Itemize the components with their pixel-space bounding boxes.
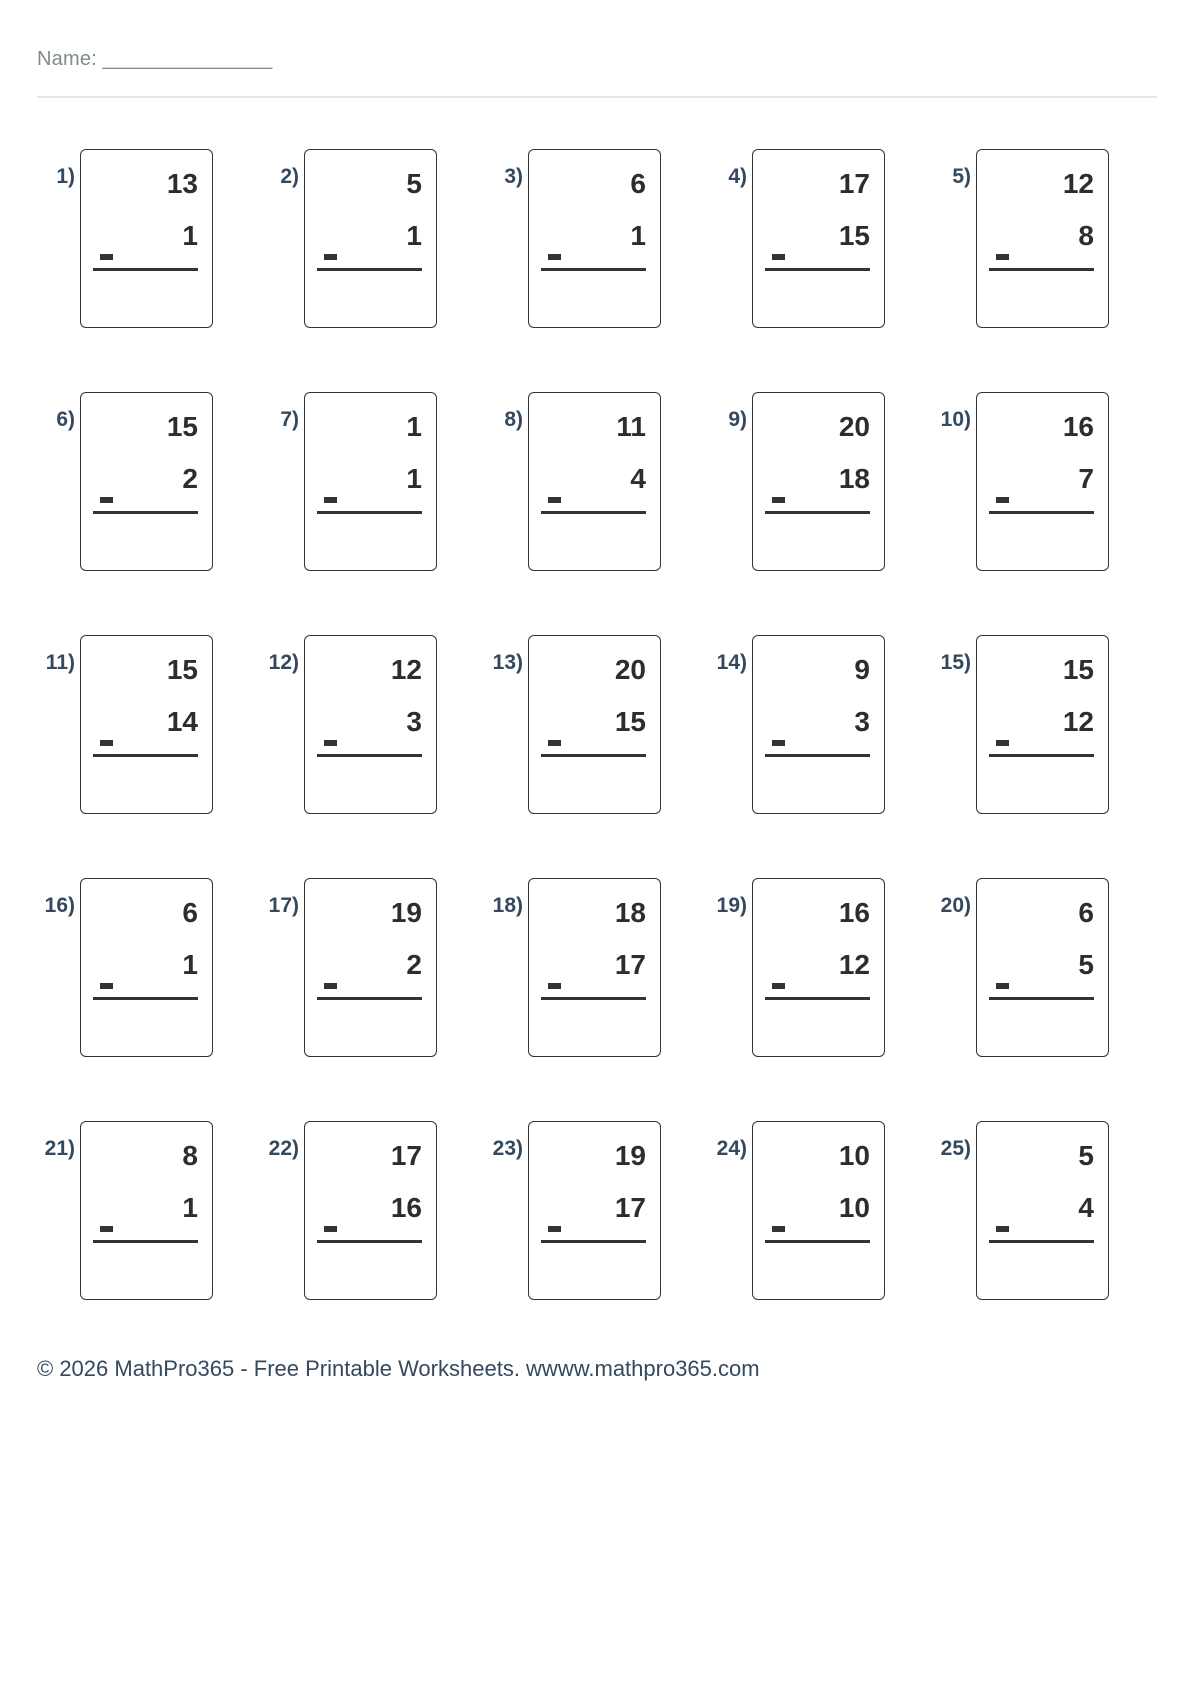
minuend: 16 [1062,411,1094,442]
problem-item [933,878,1157,1059]
answer-line [541,1240,646,1243]
problem-item [37,635,261,816]
minuend: 15 [166,411,198,442]
subtrahend: 15 [614,706,646,737]
minus-sign-icon [324,740,337,746]
subtrahend: 12 [838,949,870,980]
worksheet-header [37,48,1157,98]
answer-line [317,268,422,271]
problem-number: 8) [504,408,523,431]
answer-line [93,997,198,1000]
problem-number: 11) [45,651,75,674]
answer-line [317,754,422,757]
minus-sign-icon [100,983,113,989]
problem-number: 5) [952,165,971,188]
answer-box[interactable] [80,878,213,1057]
subtrahend: 1 [182,949,198,980]
subtrahend: 2 [182,463,198,494]
answer-box[interactable] [976,149,1109,328]
minus-sign-icon [772,1226,785,1232]
problem-item [261,878,485,1059]
minuend: 5 [406,168,422,199]
problem-number: 23) [492,1137,523,1160]
problem-item [933,1121,1157,1302]
minus-sign-icon [100,740,113,746]
answer-line [765,754,870,757]
problem-item [37,149,261,330]
subtrahend: 2 [406,949,422,980]
subtrahend: 12 [1062,706,1094,737]
problem-item [709,149,933,330]
subtrahend: 4 [1078,1192,1094,1223]
problem-number: 19) [716,894,747,917]
answer-line [93,754,198,757]
minus-sign-icon [996,983,1009,989]
problem-item [485,635,709,816]
subtrahend: 3 [406,706,422,737]
problem-item [485,149,709,330]
problem-number: 10) [940,408,971,431]
answer-box[interactable] [976,1121,1109,1300]
problem-row [37,149,1157,330]
minuend: 17 [838,168,870,199]
answer-line [541,997,646,1000]
answer-line [765,1240,870,1243]
minus-sign-icon [772,497,785,503]
subtrahend: 10 [838,1192,870,1223]
minuend: 1 [406,411,422,442]
problem-number: 22) [268,1137,299,1160]
answer-line [765,997,870,1000]
minus-sign-icon [324,1226,337,1232]
problem-item [933,149,1157,330]
problem-item [37,1121,261,1302]
subtrahend: 1 [406,220,422,251]
minuend: 19 [614,1140,646,1171]
problem-number: 4) [728,165,747,188]
problem-number: 9) [728,408,747,431]
subtrahend: 1 [182,220,198,251]
problem-item [485,878,709,1059]
subtrahend: 1 [630,220,646,251]
problem-item [709,1121,933,1302]
minus-sign-icon [548,1226,561,1232]
minus-sign-icon [324,254,337,260]
problem-item [709,392,933,573]
problem-number: 6) [56,408,75,431]
subtrahend: 5 [1078,949,1094,980]
minuend: 18 [614,897,646,928]
problem-number: 1) [56,165,75,188]
answer-box[interactable] [752,878,885,1057]
problem-number: 20) [940,894,971,917]
minus-sign-icon [996,497,1009,503]
answer-box[interactable] [304,635,437,814]
minuend: 9 [854,654,870,685]
answer-line [317,511,422,514]
answer-box[interactable] [304,878,437,1057]
subtrahend: 1 [182,1192,198,1223]
minuend: 6 [1078,897,1094,928]
answer-line [541,268,646,271]
minuend: 11 [616,411,646,442]
problem-number: 17) [268,894,299,917]
minus-sign-icon [324,983,337,989]
problem-number: 14) [716,651,747,674]
problem-row [37,392,1157,573]
subtrahend: 17 [614,949,646,980]
minuend: 6 [630,168,646,199]
problem-number: 24) [716,1137,747,1160]
subtrahend: 17 [614,1192,646,1223]
minus-sign-icon [324,497,337,503]
minus-sign-icon [996,740,1009,746]
answer-line [989,268,1094,271]
minus-sign-icon [548,983,561,989]
minus-sign-icon [548,497,561,503]
answer-box[interactable] [528,392,661,571]
minus-sign-icon [772,740,785,746]
problem-row [37,635,1157,816]
problem-item [933,635,1157,816]
answer-line [93,268,198,271]
answer-line [93,1240,198,1243]
answer-line [317,1240,422,1243]
problem-item [709,635,933,816]
answer-line [989,511,1094,514]
answer-line [765,511,870,514]
answer-box[interactable] [752,149,885,328]
problem-number: 7) [280,408,299,431]
problem-item [485,392,709,573]
problem-row [37,1121,1157,1302]
minuend: 16 [838,897,870,928]
answer-box[interactable] [752,392,885,571]
answer-box[interactable] [304,1121,437,1300]
subtrahend: 14 [166,706,198,737]
minus-sign-icon [100,497,113,503]
answer-box[interactable] [528,878,661,1057]
answer-line [317,997,422,1000]
answer-box[interactable] [528,1121,661,1300]
answer-line [989,1240,1094,1243]
subtrahend: 16 [390,1192,422,1223]
answer-box[interactable] [752,1121,885,1300]
minuend: 20 [838,411,870,442]
problem-item [261,635,485,816]
problem-number: 3) [504,165,523,188]
problem-item [261,1121,485,1302]
answer-line [541,511,646,514]
minus-sign-icon [996,254,1009,260]
minus-sign-icon [548,740,561,746]
minuend: 15 [166,654,198,685]
minuend: 19 [390,897,422,928]
answer-line [989,754,1094,757]
answer-box[interactable] [528,149,661,328]
answer-box[interactable] [80,149,213,328]
problem-grid [37,149,1157,1364]
minus-sign-icon [772,254,785,260]
answer-line [765,268,870,271]
subtrahend: 15 [838,220,870,251]
minuend: 13 [166,168,198,199]
problem-item [261,392,485,573]
minuend: 17 [390,1140,422,1171]
subtrahend: 4 [630,463,646,494]
name-field-label: Name: _______________ [37,48,273,70]
answer-box[interactable] [752,635,885,814]
answer-box[interactable] [304,149,437,328]
minuend: 12 [1062,168,1094,199]
minuend: 10 [838,1140,870,1171]
answer-line [989,997,1094,1000]
minuend: 5 [1078,1140,1094,1171]
problem-number: 2) [280,165,299,188]
problem-number: 21) [44,1137,75,1160]
problem-item [485,1121,709,1302]
problem-number: 13) [492,651,523,674]
problem-item [933,392,1157,573]
minus-sign-icon [100,254,113,260]
answer-box[interactable] [80,1121,213,1300]
answer-line [93,511,198,514]
answer-box[interactable] [304,392,437,571]
minuend: 15 [1062,654,1094,685]
answer-box[interactable] [80,392,213,571]
answer-box[interactable] [528,635,661,814]
minuend: 20 [614,654,646,685]
problem-number: 18) [492,894,523,917]
subtrahend: 1 [406,463,422,494]
minus-sign-icon [548,254,561,260]
minuend: 8 [182,1140,198,1171]
problem-number: 12) [268,651,299,674]
answer-line [541,754,646,757]
problem-item [261,149,485,330]
subtrahend: 3 [854,706,870,737]
copyright-footer: © 2026 MathPro365 - Free Printable Worksheets. wwww.mathpro365.com [37,1356,760,1381]
minus-sign-icon [996,1226,1009,1232]
subtrahend: 7 [1078,463,1094,494]
subtrahend: 8 [1078,220,1094,251]
answer-box[interactable] [976,878,1109,1057]
problem-row [37,878,1157,1059]
minuend: 12 [390,654,422,685]
minuend: 6 [182,897,198,928]
problem-number: 16) [44,894,75,917]
minus-sign-icon [100,1226,113,1232]
subtrahend: 18 [838,463,870,494]
answer-box[interactable] [976,392,1109,571]
problem-number: 25) [940,1137,971,1160]
problem-item [709,878,933,1059]
answer-box[interactable] [80,635,213,814]
problem-item [37,878,261,1059]
answer-box[interactable] [976,635,1109,814]
problem-item [37,392,261,573]
problem-number: 15) [940,651,971,674]
minus-sign-icon [772,983,785,989]
